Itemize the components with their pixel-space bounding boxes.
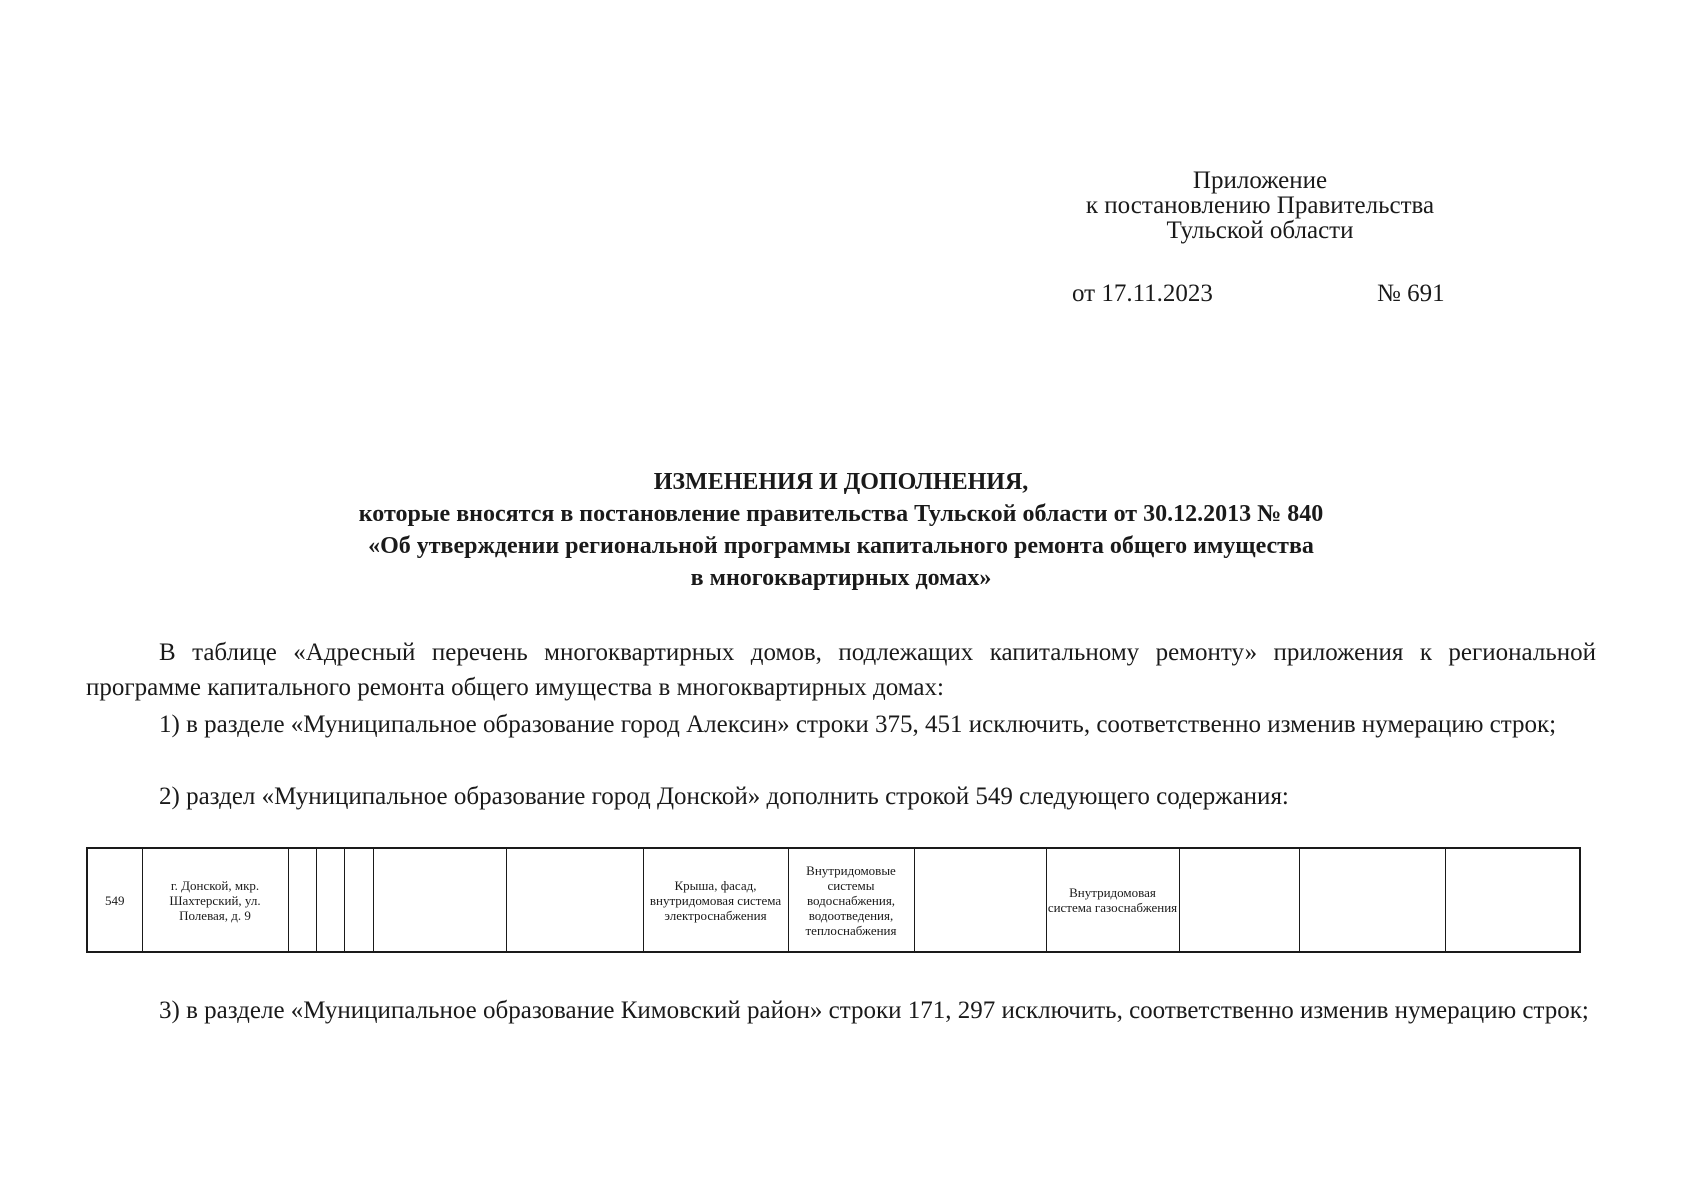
empty-cell	[506, 848, 643, 952]
appendix-line: Тульской области	[1166, 217, 1354, 244]
intro-text: В таблице «Адресный перечень многоквартирных домов, подлежащих капитальному ремонту» приложения к региональной программе капитального ремонта общего имущества в многоквартирных домах:	[86, 639, 1596, 701]
title-line: в многоквартирных домах»	[690, 565, 992, 591]
empty-cell	[288, 848, 316, 952]
address-cell: г. Донской, мкр. Шахтерский, ул. Полевая, д. 9	[142, 848, 288, 952]
empty-cell	[344, 848, 373, 952]
empty-cell	[373, 848, 506, 952]
empty-cell	[1445, 848, 1580, 952]
empty-cell	[316, 848, 344, 952]
table-row	[87, 848, 1580, 952]
row-number-cell: 549	[87, 848, 142, 952]
item-2-paragraph	[86, 779, 1596, 814]
intro-paragraph	[86, 635, 1596, 705]
decree-number: № 691	[1377, 280, 1445, 307]
item-2-text: 2) раздел «Муниципальное образование город Донской» дополнить строкой 549 следующего содержания:	[159, 783, 1289, 810]
decree-date: от 17.11.2023	[1072, 280, 1213, 307]
work-type-cell: Внутридомовые системы водоснабжения, водоотведения, теплоснабжения	[788, 848, 914, 952]
empty-cell	[1179, 848, 1299, 952]
work-type-cell: Крыша, фасад, внутридомовая система электроснабжения	[643, 848, 788, 952]
item-1-paragraph	[86, 707, 1596, 742]
title-line: которые вносятся в постановление правительства Тульской области от 30.12.2013 № 840	[358, 501, 1324, 527]
added-row-table	[86, 847, 1581, 953]
appendix-header	[1050, 168, 1470, 243]
item-1-text: 1) в разделе «Муниципальное образование город Алексин» строки 375, 451 исключить, соответственно изменив нумерацию строк;	[159, 711, 1557, 738]
title-line: ИЗМЕНЕНИЯ И ДОПОЛНЕНИЯ,	[653, 469, 1029, 495]
empty-cell	[914, 848, 1046, 952]
item-3-text: 3) в разделе «Муниципальное образование Кимовский район» строки 171, 297 исключить, соответственно изменив нумерацию строк;	[159, 997, 1589, 1024]
work-type-cell: Внутридомовая система газоснабжения	[1046, 848, 1179, 952]
title-line: «Об утверждении региональной программы капитального ремонта общего имущества	[368, 533, 1314, 559]
item-3-paragraph	[86, 993, 1596, 1028]
document-title	[86, 466, 1596, 594]
empty-cell	[1299, 848, 1445, 952]
appendix-line: Приложение	[1192, 167, 1328, 194]
appendix-line: к постановлению Правительства	[1085, 192, 1435, 219]
